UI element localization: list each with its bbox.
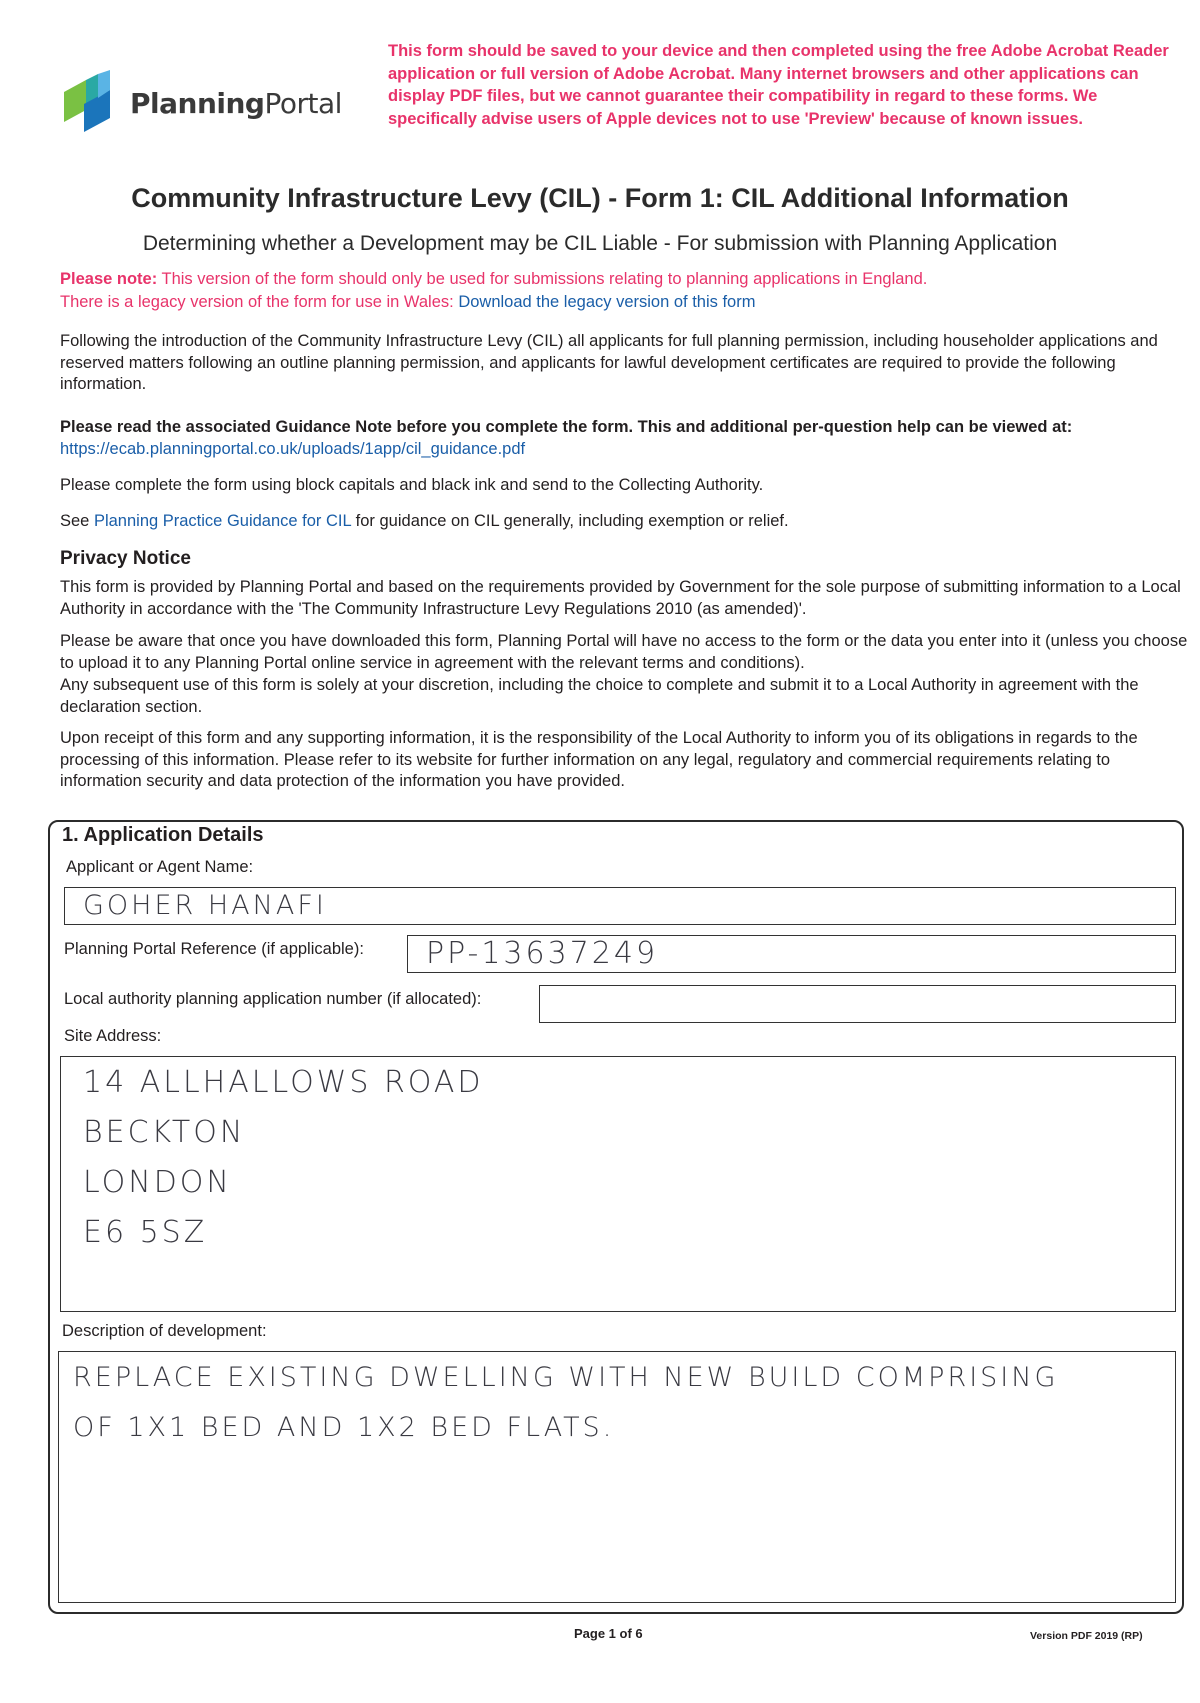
site-address-line: LONDON [83, 1165, 232, 1200]
legacy-text: There is a legacy version of the form for use in Wales: [60, 293, 459, 311]
description-field[interactable] [58, 1351, 1176, 1603]
version-label: Version PDF 2019 (RP) [1030, 1630, 1143, 1642]
pp-reference-field[interactable] [407, 935, 1176, 973]
privacy-p3: Any subsequent use of this form is solely at your discretion, including the choice to complete and submit it to a Local Authority in agreement with the declaration section. [60, 676, 1139, 716]
form-subtitle: Determining whether a Development may be CIL Liable - For submission with Planning Application [142, 232, 1058, 255]
pp-reference-label: Planning Portal Reference (if applicable): [64, 940, 364, 958]
guidance-paragraph [60, 417, 1190, 460]
privacy-p2: Please be aware that once you have downloaded this form, Planning Portal will have no access to the form or the data you enter into it (unless you choose to upload it to any Planning Portal online service in agreement with the relevant terms and conditions). [60, 632, 1188, 672]
form-title: Community Infrastructure Levy (CIL) - Form 1: CIL Additional Information [131, 183, 1069, 213]
page-number: Page 1 of 6 [574, 1626, 643, 1641]
site-address-line: 14 ALLHALLOWS ROAD [83, 1065, 484, 1100]
description-line: OF 1X1 BED AND 1X2 BED FLATS. [73, 1412, 615, 1443]
instructions-paragraph: Please complete the form using block capitals and black ink and send to the Collecting Authority. [60, 476, 764, 494]
site-address-label: Site Address: [64, 1027, 162, 1045]
description-label: Description of development: [62, 1322, 267, 1340]
privacy-p4: Upon receipt of this form and any supporting information, it is the responsibility of the Local Authority to inform you of its obligations in regards to the processing of this information. Please refer to its website for further information on any legal, regulatory and commercial requirements relating to information security and data protection of the information you have provided. [60, 729, 1138, 790]
planning-portal-logo [64, 70, 342, 136]
privacy-p1: This form is provided by Planning Portal and based on the requirements provided by Government for the sole purpose of submitting information to a Local Authority in accordance with the 'The Community Infrastructure Levy Regulations 2010 (as amended)'. [60, 578, 1181, 618]
site-address-line: BECKTON [83, 1115, 246, 1150]
applicant-name-value: GOHER HANAFI [83, 890, 327, 921]
applicant-label: Applicant or Agent Name: [66, 858, 254, 876]
planning-portal-logo-icon [64, 70, 126, 136]
site-address-field[interactable] [60, 1056, 1176, 1312]
applicant-name-field[interactable] [64, 887, 1176, 925]
legacy-download-link[interactable]: Download the legacy version of this form [458, 293, 756, 311]
cil-guidance-link[interactable]: Planning Practice Guidance for CIL [93, 512, 352, 530]
la-number-label: Local authority planning application number (if allocated): [64, 990, 482, 1008]
compatibility-warning: This form should be saved to your device and then completed using the free Adobe Acrobat Reader application or full version of Adobe Acrobat. Many internet browsers and other applications can display PDF files, but we cannot guarantee their compatibility in regard to these forms. We specifically advise users of Apple devices not to use 'Preview' because of known issues. [388, 42, 1169, 128]
see-paragraph: See Planning Practice Guidance for CIL for guidance on CIL generally, including exemption or relief. [60, 512, 789, 530]
please-note-text: This version of the form should only be used for submissions relating to planning applications in England. [157, 270, 928, 288]
guidance-url-link[interactable]: https://ecab.planningportal.co.uk/uploads/1app/cil_guidance.pdf [60, 439, 526, 458]
pp-reference-value: PP-13637249 [426, 936, 659, 971]
please-note [60, 270, 927, 289]
logo-text: PlanningPortal [130, 86, 342, 120]
legacy-note [60, 293, 755, 312]
privacy-heading: Privacy Notice [60, 548, 191, 569]
description-line: REPLACE EXISTING DWELLING WITH NEW BUILD COMPRISING [73, 1362, 1059, 1393]
la-number-field[interactable] [539, 985, 1176, 1023]
intro-paragraph: Following the introduction of the Community Infrastructure Levy (CIL) all applicants for full planning permission, including householder applications and reserved matters following an outline planning permission, and applicants for lawful development certificates are required to provide the following information. [60, 332, 1158, 393]
section-heading: 1. Application Details [62, 824, 264, 846]
site-address-line: E6 5SZ [83, 1215, 208, 1250]
site-address-value [83, 1065, 484, 1265]
description-value [73, 1362, 1058, 1462]
please-note-label: Please note: [60, 270, 158, 288]
guidance-bold: Please read the associated Guidance Note before you complete the form. This and additional per-question help can be viewed at: [60, 418, 1073, 436]
